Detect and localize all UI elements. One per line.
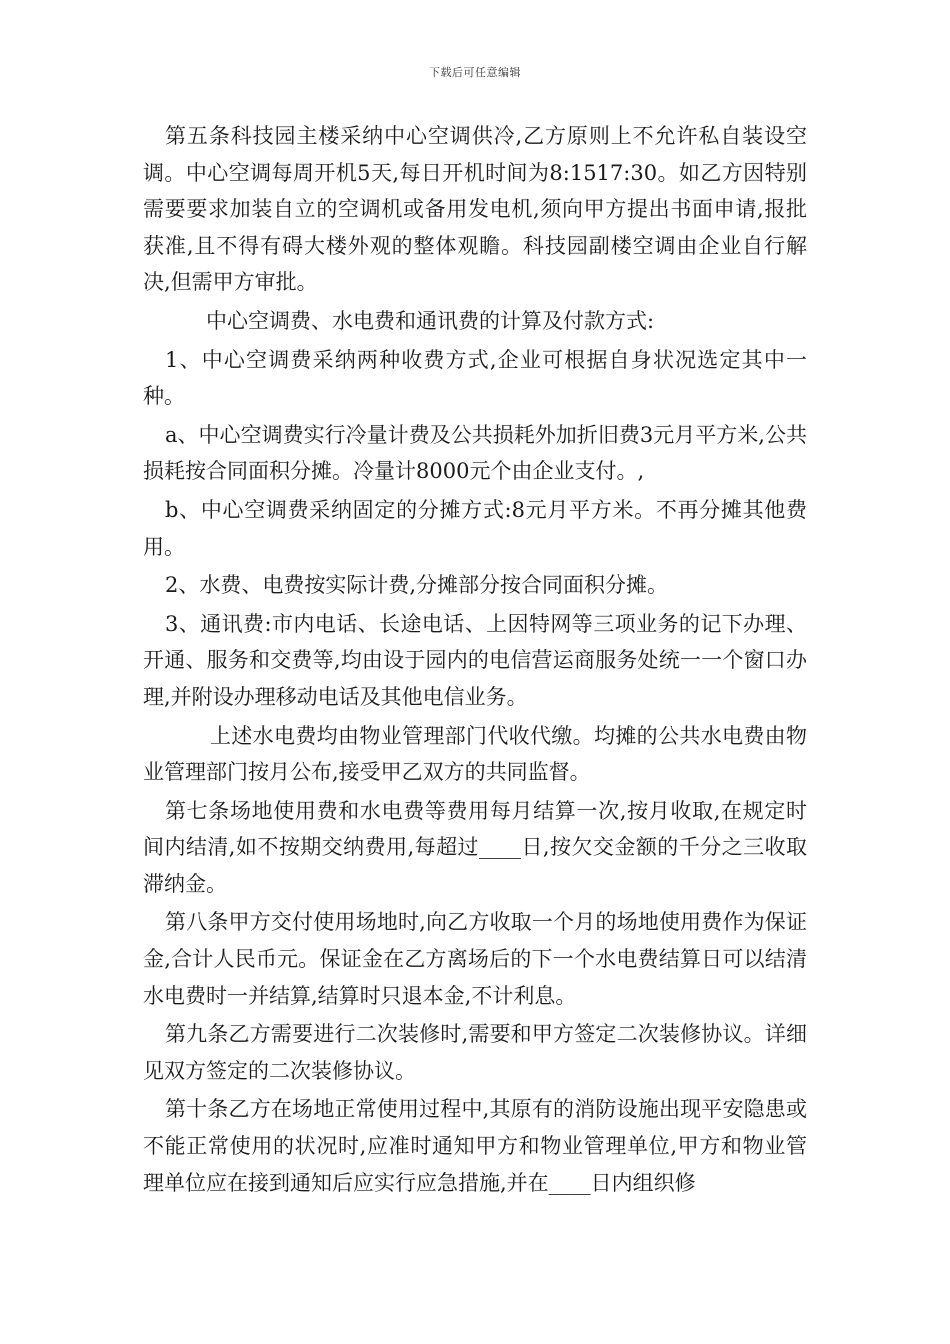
paragraph-fee-heading: 中心空调费、水电费和通讯费的计算及付款方式: [206,308,655,333]
paragraph-item-3: 3、通讯费:市内电话、长途电话、上因特网等三项业务的记下办理、开通、服务和交费等,均由设于园内的电信营运商服务处统一一个窗口办理,并附设办理移动电话及其他电信业务。 [143,611,807,709]
paragraph-item-b: b、中心空调费采纳固定的分摊方式:8元月平方米。不再分摊其他费用。 [143,497,807,559]
paragraph-collection-note: 上述水电费均由物业管理部门代收代缴。均摊的公共水电费由物业管理部门按月公布,接受甲乙双方的共同监督。 [143,723,807,785]
paragraph-article-7: 第七条场地使用费和水电费等费用每月结算一次,按月收取,在规定时间内结清,如不按期交纳费用,每超过____日,按欠交金额的千分之三收取滞纳金。 [143,798,807,896]
paragraph-article-5: 第五条科技园主楼采纳中心空调供冷,乙方原则上不允许私自装设空调。中心空调每周开机5天,每日开机时间为8:1517:30。如乙方因特别需要要求加装自立的空调机或备用发电机,须向甲方提出书面申请,报批获准,且不得有碍大楼外观的整体观瞻。科技园副楼空调由企业自行解决,但需甲方审批。 [143,124,807,295]
paragraph-article-9: 第九条乙方需要进行二次装修时,需要和甲方签定二次装修协议。详细见双方签定的二次装修协议。 [143,1022,807,1083]
paragraph-article-8: 第八条甲方交付使用场地时,向乙方收取一个月的场地使用费作为保证金,合计人民币元。保证金在乙方离场后的下一个水电费结算日可以结清水电费时一并结算,结算时只退本金,不计利息。 [143,910,807,1008]
paragraph-item-1: 1、中心空调费采纳两种收费方式,企业可根据自身状况选定其中一种。 [143,347,807,409]
document-body [143,118,807,1203]
paragraph-article-10: 第十条乙方在场地正常使用过程中,其原有的消防设施出现平安隐患或不能正常使用的状况时,应准时通知甲方和物业管理单位,甲方和物业管理单位应在接到通知后应实行应急措施,并在____日内组织修 [143,1097,807,1195]
paragraph-item-2: 2、水费、电费按实际计费,分摊部分按合同面积分摊。 [165,573,669,598]
page-header: 下载后可任意编辑 [429,66,521,79]
paragraph-item-a: a、中心空调费实行冷量计费及公共损耗外加折旧费3元月平方米,公共损耗按合同面积分摊。冷量计8000元个由企业支付。, [143,422,807,484]
